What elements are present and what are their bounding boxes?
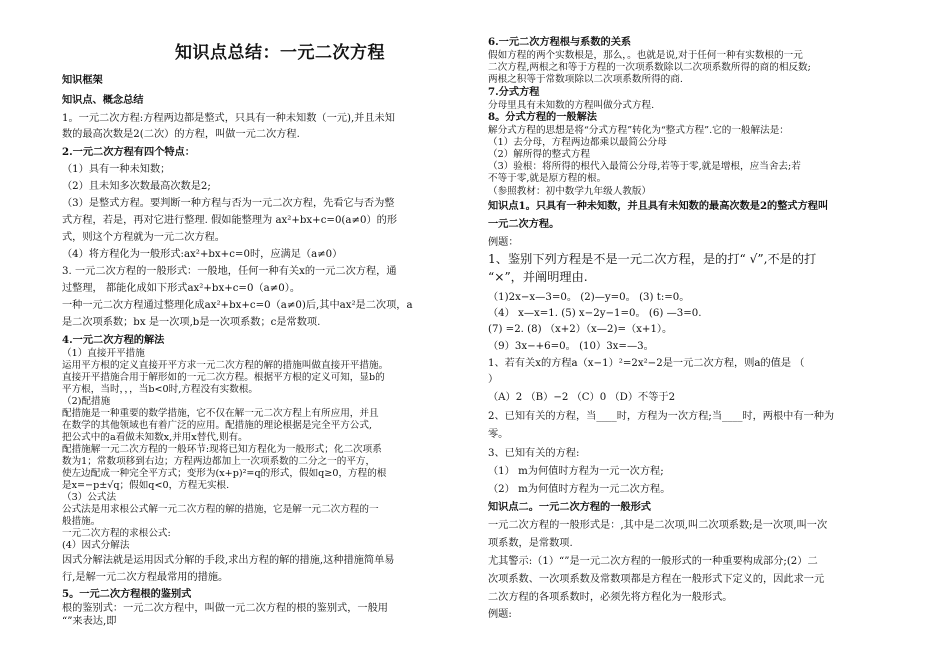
right-text-line: 8。分式方程的一般解法	[488, 111, 597, 123]
right-text-line: 一元二次方程。	[488, 218, 560, 230]
document-title: 知识点总结：一元二次方程	[175, 43, 385, 63]
left-text-line: 行,是解一元二次方程最常用的措施。	[62, 572, 229, 583]
right-text-line: 尤其警示:（1）“”是一元二次方程的一般形式的一种重要构成部分;(2）二	[488, 556, 818, 567]
left-text-line: 配措施是一种重要的数学措施，它不仅在解一元二次方程上有所应用，并且	[62, 408, 379, 419]
left-text-line: 根的鉴别式：一元二次方程中，叫做一元二次方程的根的鉴别式，一般用	[62, 603, 388, 614]
left-text-line: 数为1；常数项移到右边；方程两边都加上一次项系数的二分之一的平方，	[62, 456, 376, 467]
left-text-line: 式，则这个方程就为一元二次方程。	[62, 232, 225, 243]
right-text-line: 不等于零,就是原方程的根。	[488, 173, 607, 184]
left-text-line: 在数学的其他领域也有着广泛的应用。配措施的理论根据是完全平方公式,	[62, 420, 373, 431]
right-text-line: 1、鉴别下列方程是不是一元二次方程，是的打“ √”,不是的打	[488, 252, 817, 266]
left-text-line: 知识点、概念总结	[62, 94, 144, 106]
left-text-line: （3）公式法	[62, 492, 117, 503]
right-text-line: （1）去分母，方程两边都乘以最简公分母	[488, 137, 667, 148]
right-text-line: 二次方程的各项系数时，必须先将方程化为一般形式。	[488, 592, 733, 603]
left-text-line: 过整理， 都能化成如下形式ax²+bx+c=0（a≠0）。	[62, 283, 301, 294]
right-text-line: 6.一元二次方程根与系数的关系	[488, 36, 632, 48]
right-text-line: 项系数，是常数项.	[488, 538, 573, 549]
right-text-line: （1)2x−x—3=0。 (2)—y=0。 (3) t:=0。	[488, 292, 690, 303]
right-text-line: 7.分式方程	[488, 86, 540, 98]
left-text-line: 般措施。	[62, 516, 101, 527]
left-text-line: 配措施解一元二次方程的一般环节:现将已知方程化为一般形式；化二次项系	[62, 444, 382, 455]
left-text-line: 5。一元二次方程根的鉴别式	[62, 588, 192, 600]
right-text-line: 假如方程的两个实数根是，那么，。也就是说,对于任何一种有实数根的一元	[488, 50, 803, 61]
left-text-line: 一种一元二次方程通过整理化成ax²+bx+c=0（a≠0)后,其中ax²是二次项，a	[62, 300, 413, 311]
left-text-line: 直接开平措施合用于解形如的一元二次方程。根据平方根的定义可知，显b的	[62, 372, 385, 383]
right-text-line: 零。	[488, 429, 509, 440]
left-text-line: （2)配措施	[62, 396, 111, 407]
right-text-line: 例题：	[488, 237, 519, 248]
left-text-line: 运用平方根的定义直接开平方求一元二次方程的解的措施叫做直接开平措施。	[62, 360, 389, 371]
left-text-line: 因式分解法就是运用因式分解的手段,求出方程的解的措施,这种措施简单易	[62, 555, 395, 566]
right-text-line: 分母里具有未知数的方程叫做分式方程.	[488, 100, 655, 111]
left-text-line: 4.一元二次方程的解法	[62, 334, 165, 346]
right-text-line: 两根之积等于常数项除以二次项系数所得的商.	[488, 74, 683, 85]
right-text-line: 二次方程,两根之和等于方程的一次项系数除以二次项系数所得的商的相反数;	[488, 62, 811, 73]
right-text-line: （3）验根：将所得的根代入最简公分母,若等于零,就是增根，应当舍去;若	[488, 161, 801, 172]
left-text-line: （2）且未知多次数最高次数是2;	[62, 181, 211, 192]
left-text-line: 是x=−p±√q；假如q<0，方程无实根.	[62, 480, 230, 491]
left-text-line: （3）是整式方程。要判断一种方程与否为一元二次方程，先看它与否为整	[62, 198, 395, 209]
right-text-line: （2）解所得的整式方程	[488, 149, 591, 160]
right-text-line: （A）2 （B）−2 （C）0 （D）不等于2	[488, 392, 676, 403]
left-text-line: 把公式中的a看做未知数x,并用x替代,则有。	[62, 432, 248, 443]
left-text-line: （1）直接开平措施	[62, 348, 145, 359]
left-text-line: 数的最高次数是2(二次）的方程，叫做一元二次方程.	[62, 129, 300, 140]
right-text-line: (7) =2. (8) （x+2）（x—2)=（x+1）。	[488, 324, 673, 335]
right-text-line: 例题:	[488, 609, 512, 620]
left-text-line: 公式法是用求根公式解一元二次方程的解的措施，它是解一元二次方程的一	[62, 504, 379, 515]
right-text-line: “×”，并阐明理由.	[488, 270, 588, 284]
left-text-line: 3. 一元二次方程的一般形式：一般地，任何一种有关x的一元二次方程，通	[62, 266, 397, 277]
left-text-line: 平方根，当时，，，当b<0时,方程没有实数根。	[62, 384, 259, 395]
right-text-line: （1） m为何值时方程为一元一次方程;	[488, 466, 664, 477]
left-text-line: 知识框架	[62, 74, 103, 86]
right-text-line: 1、若有关x的方程a（x−1）²=2x²−2是一元二次方程，则a的值是 （	[488, 358, 805, 369]
left-text-line: （1）具有一种未知数；	[62, 164, 171, 175]
left-text-line: “”来表达,即	[62, 616, 117, 627]
left-text-line: 1。一元二次方程:方程两边都是整式，只具有一种未知数（一元),并且未知	[62, 113, 395, 124]
left-text-line: 是二次项系数；bx 是一次项,b是一次项系数；c是常数项.	[62, 317, 321, 328]
right-text-line: 3、已知有关的方程:	[488, 448, 580, 459]
right-text-line: （9）3x−+6=0。 (10）3x=—3。	[488, 341, 654, 352]
right-text-line: 次项系数、一次项系数及常数项都是方程在一般形式下定义的，因此求一元	[488, 574, 825, 585]
left-text-line: (4）因式分解法	[62, 540, 130, 551]
right-text-line: （2） m为何值时方程为一元二次方程。	[488, 484, 671, 495]
right-text-line: ）	[488, 374, 499, 385]
left-text-line: 2.一元二次方程有四个特点：	[62, 146, 195, 158]
right-text-line: 一元二次方程的一般形式是：,其中是二次项,叫二次项系数;是一次项,叫一次	[488, 520, 828, 531]
left-text-line: 使左边配成一种完全平方式；变形为(x+p)²=q的形式，假如q≥0，方程的根	[62, 468, 387, 479]
right-text-line: 知识点二。一元二次方程的一般形式	[488, 501, 651, 513]
right-text-line: （参照教材：初中数学九年级人教版）	[488, 186, 652, 197]
left-text-line: 式方程，若是，再对它进行整理. 假如能整理为 ax²+bx+c=0(a≠0）的形	[62, 215, 398, 226]
right-text-line: 解分式方程的思想是将“分式方程”转化为“整式方程”.它的一般解法是：	[488, 125, 789, 136]
right-text-line: 知识点1。只具有一种未知数，并且具有未知数的最高次数是2的整式方程叫	[488, 200, 829, 212]
left-text-line: 一元二次方程的求根公式:	[62, 528, 171, 539]
right-text-line: 2、已知有关的方程，当____时，方程为一次方程;当____时，两根中有一种为	[488, 411, 835, 422]
left-text-line: （4）将方程化为一般形式:ax²+bx+c=0时，应满足（a≠0）	[62, 249, 343, 260]
right-text-line: （4） x—x=1. (5) x−2y−1=0。 (6) —3=0.	[488, 308, 702, 319]
